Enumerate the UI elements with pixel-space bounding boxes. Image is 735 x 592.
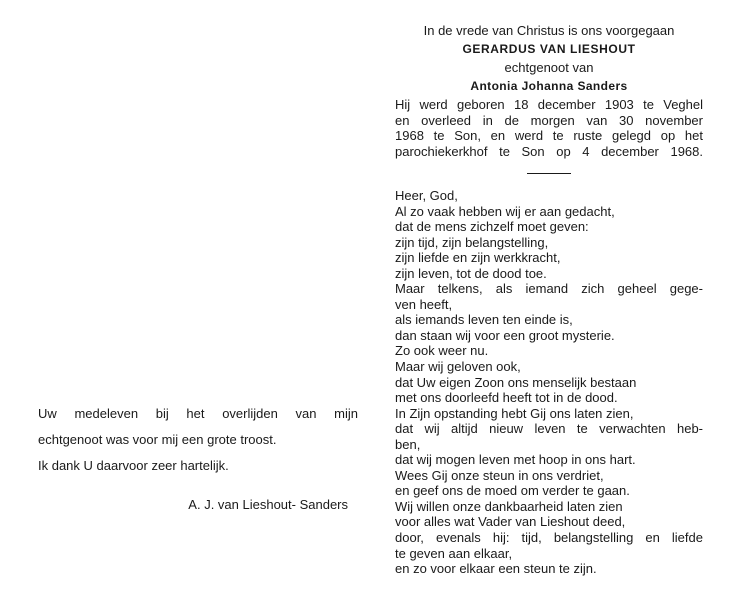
poem-line: als iemands leven ten einde is, — [395, 312, 573, 328]
poem-line: zijn tijd, zijn belangstelling, — [395, 234, 549, 250]
poem-line: Al zo vaak hebben wij er aan gedacht, — [395, 203, 615, 219]
poem-line: Wij willen onze dankbaarheid laten zien — [395, 498, 623, 514]
poem-line: In Zijn opstanding hebt Gij ons laten zien, — [395, 405, 634, 421]
poem-line: met ons doorleefd heeft tot in de dood. — [395, 390, 618, 406]
poem-line: Zo ook weer nu. — [395, 343, 489, 359]
thanks-line: Ik dank U daarvoor zeer hartelijk. — [38, 458, 229, 473]
bio-line: 1968 te Son, en werd te ruste gelegd op het — [395, 128, 703, 143]
poem-line: dan staan wij voor een groot mysterie. — [395, 327, 615, 343]
obituary-panel — [395, 22, 703, 577]
bio-line: parochiekerkhof te Son op 4 december 1968. — [395, 143, 703, 159]
poem-line: Wees Gij onze steun in ons verdriet, — [395, 467, 604, 483]
deceased-name: GERARDUS VAN LIESHOUT — [462, 42, 636, 56]
poem-line: Heer, God, — [395, 188, 458, 203]
poem-line: zijn leven, tot de dood toe. — [395, 265, 547, 281]
poem-line: dat wij altijd nieuw leven te verwachten heb- — [395, 421, 703, 437]
bio-line: Hij werd geboren 18 december 1903 te Veghel — [395, 97, 703, 112]
signature: A. J. van Lieshout- Sanders — [188, 497, 348, 512]
thanks-line: echtgenoot was voor mij een grote troost. — [38, 432, 277, 447]
poem-line: Maar wij geloven ook, — [395, 359, 521, 375]
poem-line: ven heeft, — [395, 296, 453, 312]
poem-line: en geef ons de moed om verder te gaan. — [395, 483, 630, 499]
prayer-poem — [395, 188, 703, 577]
poem-line: dat de mens zichzelf moet geven: — [395, 219, 589, 235]
poem-line: zijn liefde en zijn werkkracht, — [395, 250, 561, 266]
intro-text: In de vrede van Christus is ons voorgegaan — [423, 23, 675, 38]
bio-line: en overleed in de morgen van 30 november — [395, 112, 703, 128]
spouse-name: Antonia Johanna Sanders — [470, 79, 628, 93]
poem-line: dat wij mogen leven met hoop in ons hart. — [395, 452, 636, 468]
poem-line: en zo voor elkaar een steun te zijn. — [395, 561, 597, 577]
poem-line: ben, — [395, 436, 421, 452]
biography — [395, 97, 703, 159]
poem-line: Maar telkens, als iemand zich geheel gege- — [395, 281, 703, 297]
poem-line: voor alles wat Vader van Lieshout deed, — [395, 514, 626, 530]
thanks-line: Uw medeleven bij het overlijden van mijn — [38, 406, 358, 421]
poem-line: dat Uw eigen Zoon ons menselijk bestaan — [395, 374, 637, 390]
poem-line: te geven aan elkaar, — [395, 545, 513, 561]
spouse-of-label: echtgenoot van — [504, 60, 594, 75]
poem-line: door, evenals hij: tijd, belangstelling en liefde — [395, 530, 703, 546]
thank-you-panel — [38, 401, 358, 512]
separator-line — [527, 173, 571, 174]
